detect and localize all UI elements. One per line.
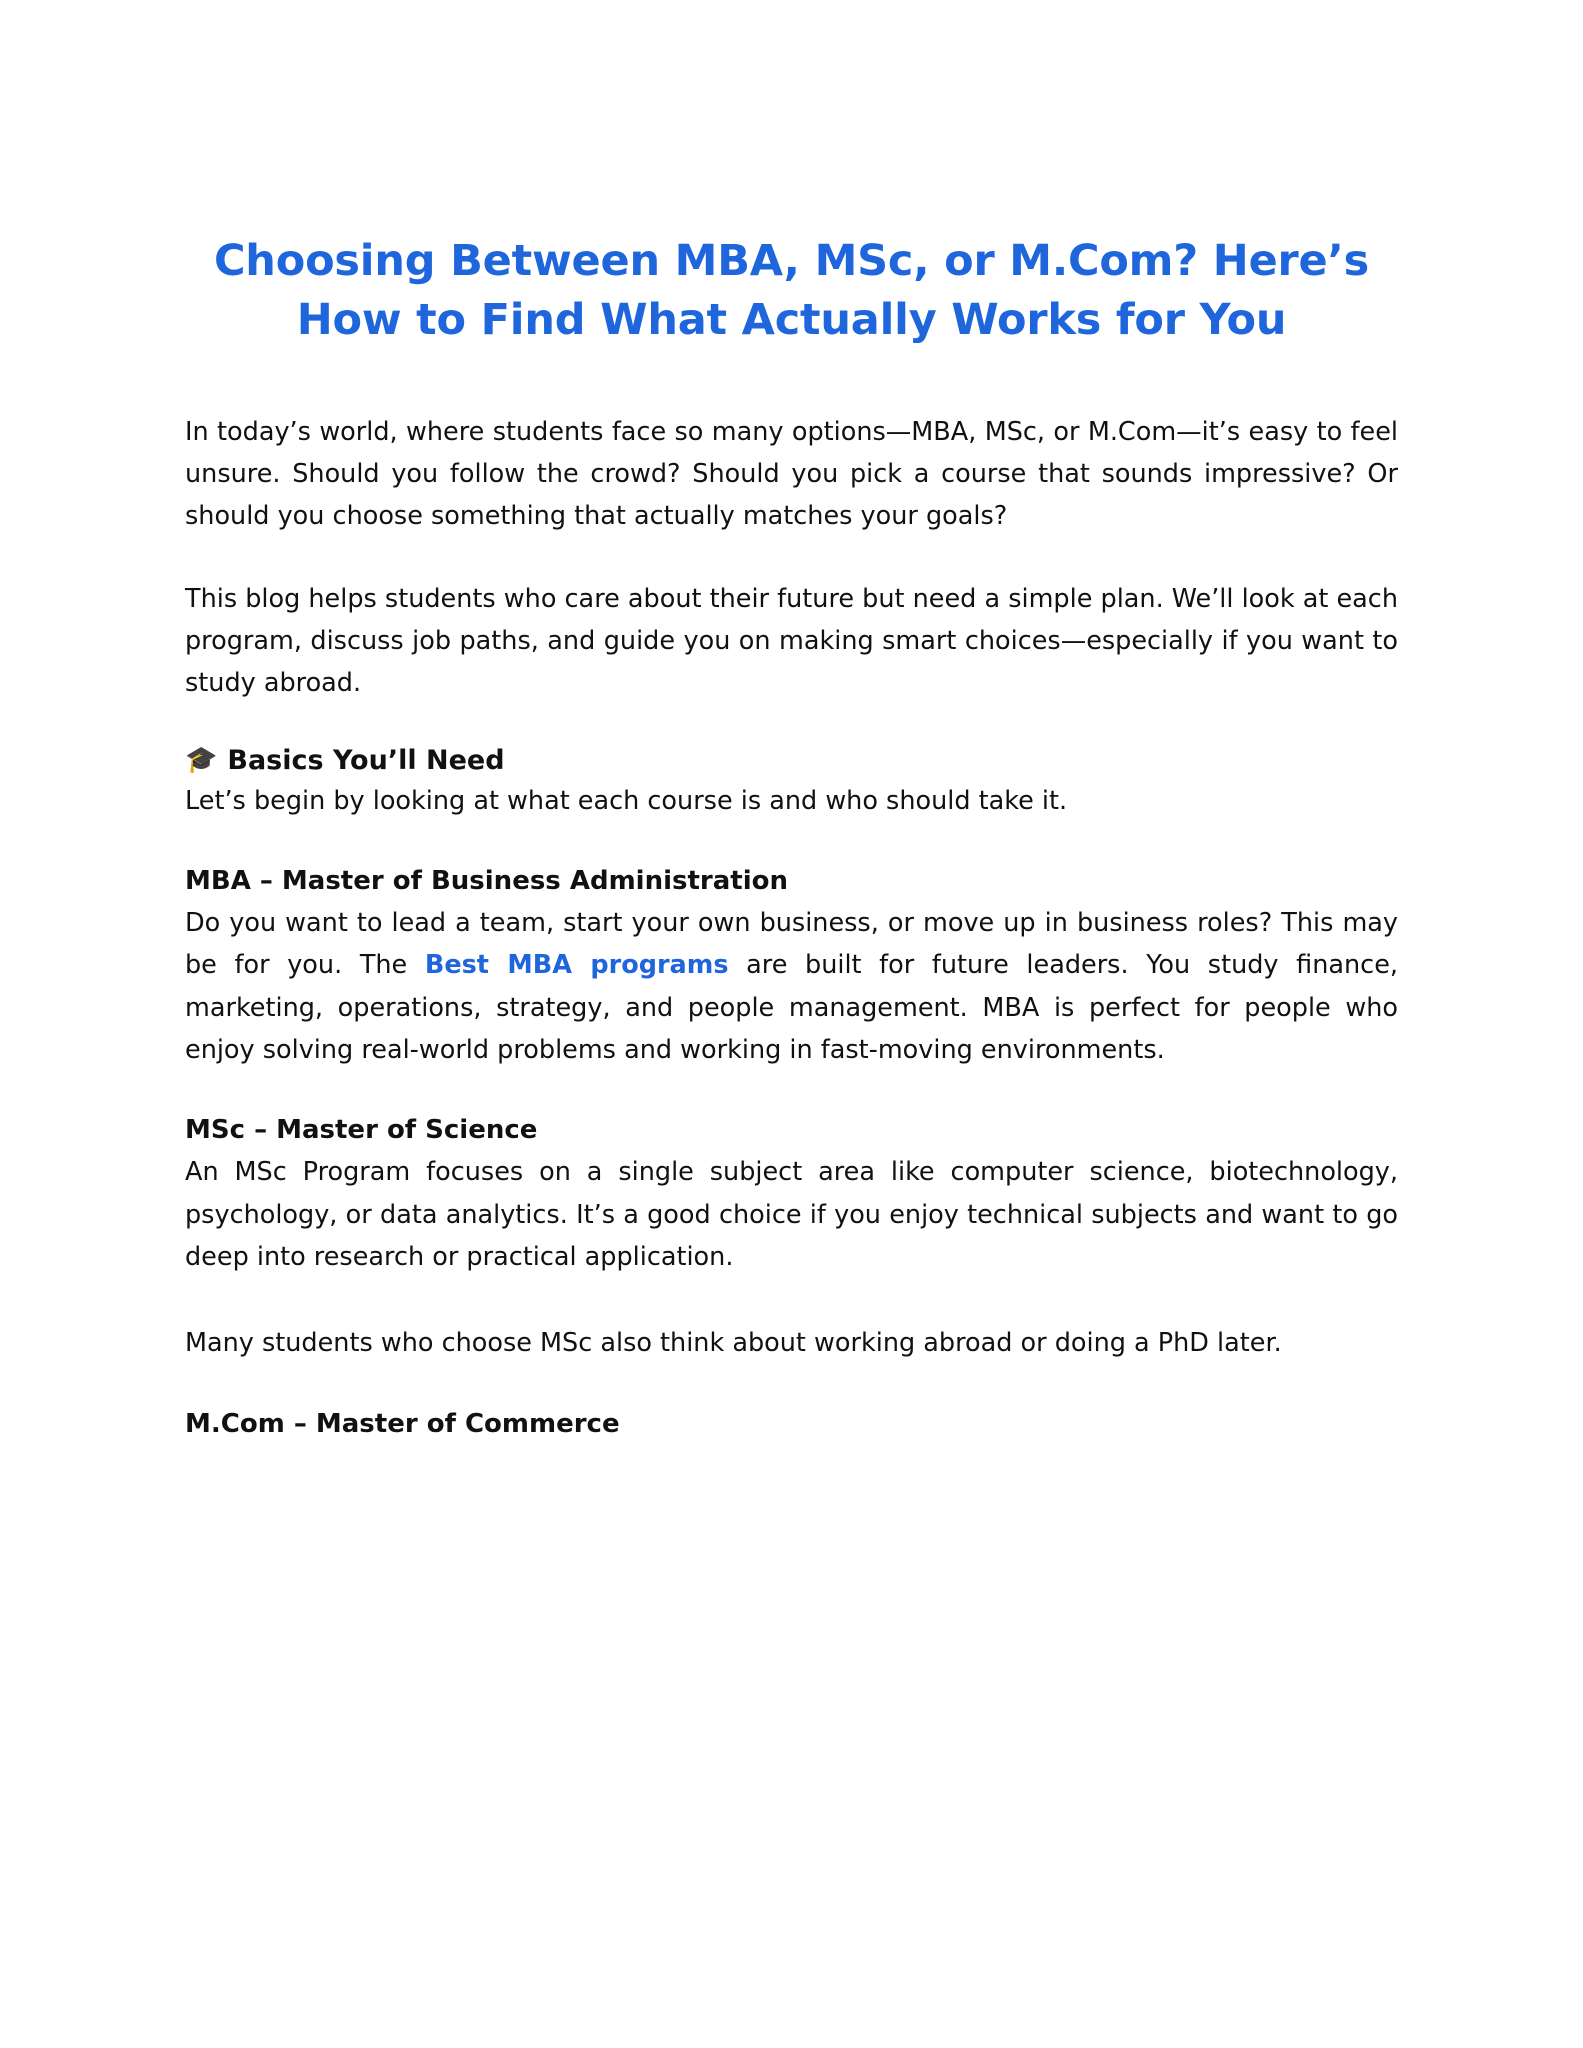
- intro-paragraph-1: In today’s world, where students face so many options—MBA, MSc, or M.Com—it’s easy to feel unsure. Should you follow the crowd? Should you pick a course that sounds impressive? Or should you choose something that actually matches your goals?: [185, 416, 1398, 532]
- subheading-mcom: M.Com – Master of Commerce: [185, 1408, 620, 1439]
- section-heading-basics: [185, 745, 1398, 776]
- section-heading-label: Basics You’ll Need: [227, 744, 505, 776]
- intro-paragraph-2: This blog helps students who care about their future but need a simple plan. We’ll look at each program, discuss job paths, and guide you on making smart choices—especially if you want to study abroad.: [185, 583, 1398, 699]
- mba-body-after-link: are built for future leaders. You study finance, marketing, operations, strategy, and people management. MBA is perfect for people who enjoy solving real-world problems and working in fast-moving environments.: [185, 950, 1398, 1065]
- subheading-mba: MBA – Master of Business Administration: [185, 865, 788, 896]
- page-title: Choosing Between MBA, MSc, or M.Com? Here’s How to Find What Actually Works for You: [213, 236, 1370, 346]
- subheading-msc: MSc – Master of Science: [185, 1115, 538, 1146]
- msc-body-paragraph-2: Many students who choose MSc also think about working abroad or doing a PhD later.: [185, 1328, 1282, 1359]
- section-lead-text: Let’s begin by looking at what each course is and who should take it.: [185, 785, 1068, 816]
- mba-body-paragraph: [185, 902, 1398, 1071]
- best-mba-programs-link[interactable]: Best MBA programs: [424, 950, 729, 981]
- graduation-cap-icon: 🎓: [185, 745, 218, 776]
- msc-body-paragraph-1: An MSc Program focuses on a single subject area like computer science, biotechnology, psychology, or data analytics. It’s a good choice if you enjoy technical subjects and want to go deep into research or practical application.: [185, 1157, 1398, 1272]
- mba-body-before-link: Do you want to lead a team, start your own business, or move up in business roles? This may be for you. The: [185, 907, 1398, 981]
